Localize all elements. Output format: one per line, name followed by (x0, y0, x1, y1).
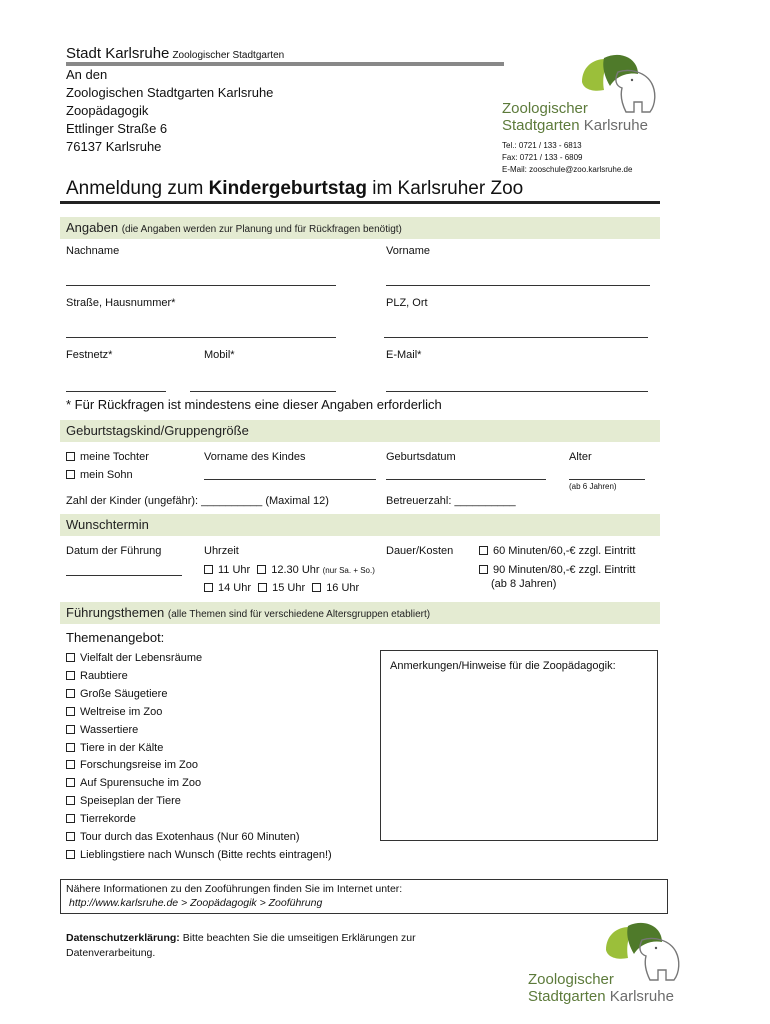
title-rule (60, 201, 660, 204)
label-plz: PLZ, Ort (386, 297, 428, 309)
checkbox-11uhr[interactable]: 11 Uhr (204, 564, 250, 576)
section-wunschtermin: Wunschtermin (60, 514, 660, 536)
info-line1: Nähere Informationen zu den Zooführungen finden Sie im Internet unter: (66, 883, 403, 895)
checkbox-icon (479, 565, 488, 574)
checkbox-icon (204, 565, 213, 574)
checkbox-icon (257, 565, 266, 574)
plz-field[interactable] (384, 337, 648, 338)
topic-checkbox[interactable]: Lieblingstiere nach Wunsch (Bitte rechts eintragen!) (66, 847, 332, 865)
datum-field[interactable] (66, 575, 182, 576)
time-options-row2 (204, 582, 359, 594)
checkbox-icon (204, 583, 213, 592)
label-festnetz: Festnetz* (66, 349, 113, 361)
anmerkungen-label: Anmerkungen/Hinweise für die Zoopädagogik: (390, 660, 616, 672)
checkbox-icon (66, 832, 75, 841)
topic-checkbox[interactable]: Auf Spurensuche im Zoo (66, 775, 332, 793)
checkbox-60min[interactable]: 60 Minuten/60,-€ zzgl. Eintritt (479, 545, 635, 557)
info-box (60, 879, 668, 914)
checkbox-14uhr[interactable]: 14 Uhr (204, 582, 251, 594)
checkbox-icon (479, 546, 488, 555)
nachname-field[interactable] (66, 285, 336, 286)
checkbox-icon (66, 814, 75, 823)
topic-checkbox[interactable]: Tour durch das Exotenhaus (Nur 60 Minuten) (66, 829, 332, 847)
checkbox-tochter[interactable]: meine Tochter (66, 451, 149, 463)
alter-note: (ab 6 Jahren) (569, 482, 617, 491)
checkbox-icon (312, 583, 321, 592)
checkbox-icon (66, 470, 75, 479)
opt90-note: (ab 8 Jahren) (491, 578, 557, 590)
section-angaben: Angaben (die Angaben werden zur Planung und für Rückfragen benötigt) (60, 217, 660, 239)
label-geburtsdatum: Geburtsdatum (386, 451, 456, 463)
label-email: E-Mail* (386, 349, 422, 361)
checkbox-icon (66, 850, 75, 859)
topic-checkbox[interactable]: Große Säugetiere (66, 686, 332, 704)
label-mobil: Mobil* (204, 349, 235, 361)
info-link[interactable]: http://www.karlsruhe.de > Zoopädagogik > Zooführung (69, 897, 323, 909)
zoo-logo-text: Zoologischer Stadtgarten Karlsruhe (502, 100, 648, 134)
zahl-kinder[interactable]: Zahl der Kinder (ungefähr): __________ (Maximal 12) (66, 495, 329, 507)
label-alter: Alter (569, 451, 592, 463)
topic-checkbox[interactable]: Tiere in der Kälte (66, 740, 332, 758)
checkbox-icon (66, 778, 75, 787)
label-dauer: Dauer/Kosten (386, 545, 454, 557)
checkbox-90min[interactable]: 90 Minuten/80,-€ zzgl. Eintritt (479, 564, 635, 576)
geburtsdatum-field[interactable] (386, 479, 546, 480)
topic-checkbox[interactable]: Forschungsreise im Zoo (66, 757, 332, 775)
checkbox-15uhr[interactable]: 15 Uhr (258, 582, 305, 594)
label-datum: Datum der Führung (66, 545, 162, 557)
label-nachname: Nachname (66, 245, 120, 257)
checkbox-icon (66, 725, 75, 734)
mobil-field[interactable] (190, 391, 336, 392)
alter-field[interactable] (569, 479, 645, 480)
time-options-row1: 11 Uhr 12.30 Uhr (nur Sa. + So.) (204, 564, 375, 576)
festnetz-field[interactable] (66, 391, 166, 392)
zoo-logo-text-bottom: Zoologischer Stadtgarten Karlsruhe (528, 971, 674, 1005)
topic-checkbox[interactable]: Raubtiere (66, 668, 332, 686)
label-uhrzeit: Uhrzeit (204, 545, 239, 557)
checkbox-16uhr[interactable]: 16 Uhr (312, 582, 359, 594)
checkbox-icon (66, 707, 75, 716)
checkbox-icon (66, 653, 75, 662)
vorname-field[interactable] (386, 285, 650, 286)
footnote: * Für Rückfragen ist mindestens eine dieser Angaben erforderlich (66, 397, 442, 412)
themen-list (66, 650, 332, 865)
datenschutz: Datenschutzerklärung: Bitte beachten Sie die umseitigen Erklärungen zur Datenverarbeitung. (66, 932, 416, 959)
address-block: An den Zoologischen Stadtgarten Karlsruhe Zoopädagogik Ettlinger Straße 6 76137 Karlsruhe (66, 67, 274, 154)
checkbox-icon (66, 671, 75, 680)
checkbox-sohn[interactable]: mein Sohn (66, 469, 133, 481)
header-org: Stadt Karlsruhe Zoologischer Stadtgarten (66, 45, 285, 62)
anmerkungen-box[interactable] (380, 650, 658, 841)
betreuerzahl[interactable]: Betreuerzahl: __________ (386, 495, 516, 507)
checkbox-icon (66, 689, 75, 698)
checkbox-icon (66, 452, 75, 461)
checkbox-icon (66, 743, 75, 752)
label-vorname-kind: Vorname des Kindes (204, 451, 306, 463)
page-title: Anmeldung zum Kindergeburtstag im Karlsruher Zoo (66, 178, 524, 199)
label-strasse: Straße, Hausnummer* (66, 297, 176, 309)
checkbox-icon (66, 760, 75, 769)
section-kind: Geburtstagskind/Gruppengröße (60, 420, 660, 442)
topic-checkbox[interactable]: Vielfalt der Lebensräume (66, 650, 332, 668)
contact-block: Tel.: 0721 / 133 - 6813 Fax: 0721 / 133 - 6809 E-Mail: zooschule@zoo.karlsruhe.de (502, 141, 633, 174)
topic-checkbox[interactable]: Wassertiere (66, 722, 332, 740)
checkbox-icon (258, 583, 267, 592)
email-field[interactable] (386, 391, 648, 392)
topic-checkbox[interactable]: Tierrekorde (66, 811, 332, 829)
strasse-field[interactable] (66, 337, 336, 338)
themenangebot-heading: Themenangebot: (66, 630, 165, 645)
checkbox-1230uhr[interactable]: 12.30 Uhr (257, 564, 319, 576)
checkbox-icon (66, 796, 75, 805)
vorname-kind-field[interactable] (204, 479, 376, 480)
label-vorname: Vorname (386, 245, 431, 257)
section-themen: Führungsthemen (alle Themen sind für verschiedene Altersgruppen etabliert) (60, 602, 660, 624)
topic-checkbox[interactable]: Weltreise im Zoo (66, 704, 332, 722)
topic-checkbox[interactable]: Speiseplan der Tiere (66, 793, 332, 811)
